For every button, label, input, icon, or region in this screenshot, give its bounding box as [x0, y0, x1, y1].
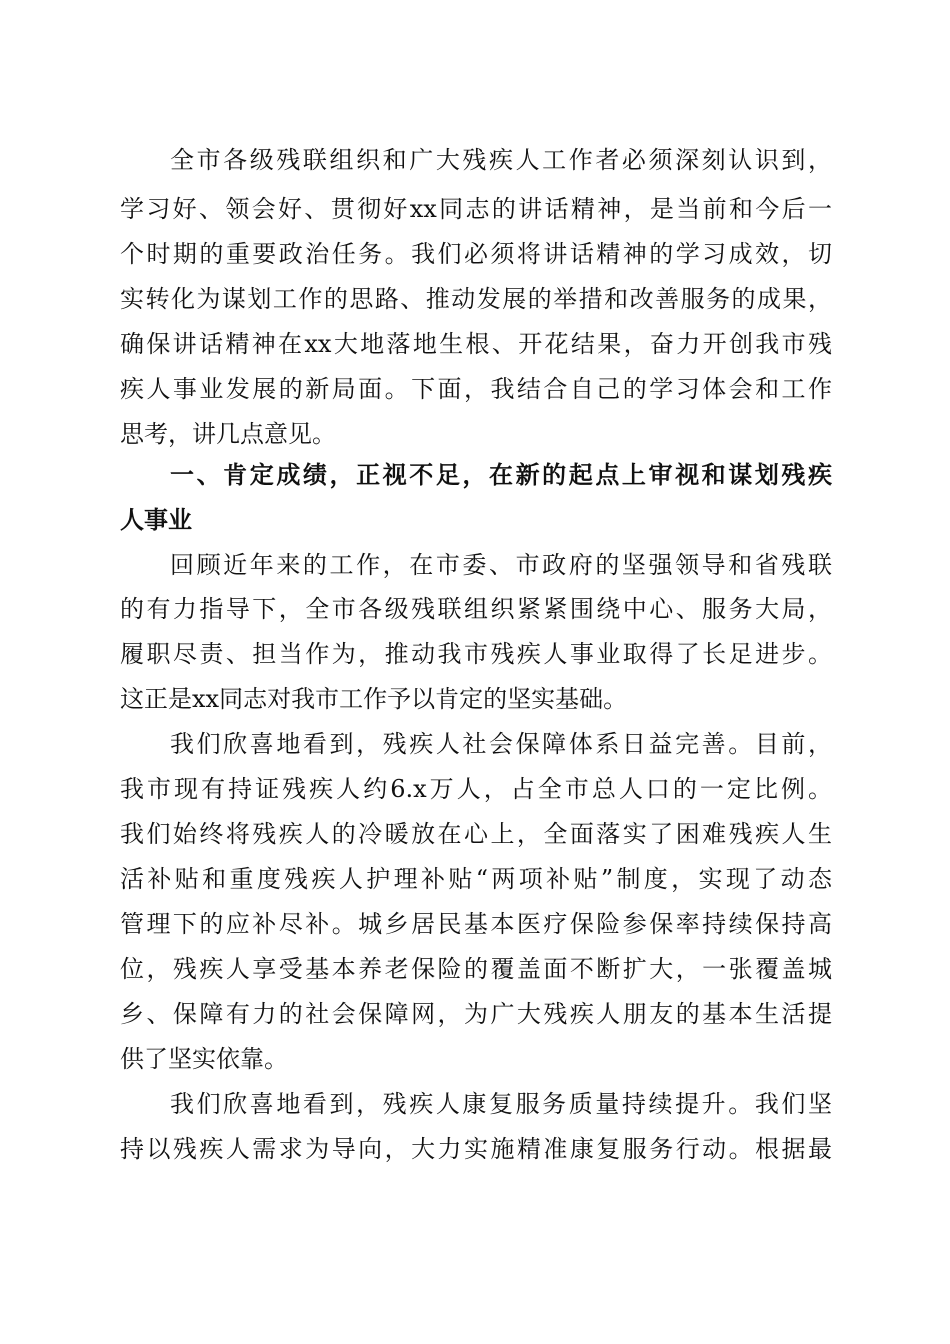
paragraph-line: 个时期的重要政治任务。我们必须将讲话精神的学习成效，切 — [120, 240, 832, 268]
paragraph-line: 我们始终将残疾人的冷暖放在心上，全面落实了困难残疾人生 — [120, 820, 832, 848]
paragraph-line: 确保讲话精神在xx大地落地生根、开花结果，奋力开创我市残 — [120, 330, 832, 358]
paragraph-line: 持以残疾人需求为导向，大力实施精准康复服务行动。根据最 — [120, 1135, 832, 1163]
paragraph-line: 位，残疾人享受基本养老保险的覆盖面不断扩大，一张覆盖城 — [120, 955, 832, 983]
section-heading: 人事业 — [120, 506, 192, 534]
paragraph-line: 我市现有持证残疾人约6.x万人，占全市总人口的一定比例。 — [120, 775, 832, 803]
paragraph-line: 疾人事业发展的新局面。下面，我结合自己的学习体会和工作 — [120, 375, 832, 403]
paragraph-line: 供了坚实依靠。 — [120, 1045, 288, 1073]
paragraph-line: 思考，讲几点意见。 — [120, 420, 336, 448]
paragraph-line: 我们欣喜地看到，残疾人社会保障体系日益完善。目前， — [170, 730, 832, 758]
paragraph-line: 活补贴和重度残疾人护理补贴“两项补贴”制度，实现了动态 — [120, 865, 832, 893]
paragraph-line: 管理下的应补尽补。城乡居民基本医疗保险参保率持续保持高 — [120, 910, 832, 938]
paragraph-line: 实转化为谋划工作的思路、推动发展的举措和改善服务的成果， — [120, 285, 832, 313]
paragraph-line: 全市各级残联组织和广大残疾人工作者必须深刻认识到， — [170, 146, 832, 174]
paragraph-line: 履职尽责、担当作为，推动我市残疾人事业取得了长足进步。 — [120, 640, 832, 668]
section-heading: 一、肯定成绩，正视不足，在新的起点上审视和谋划残疾 — [170, 461, 832, 489]
paragraph-line: 这正是xx同志对我市工作予以肯定的坚实基础。 — [120, 685, 628, 713]
paragraph-line: 我们欣喜地看到，残疾人康复服务质量持续提升。我们坚 — [170, 1090, 832, 1118]
paragraph-line: 回顾近年来的工作，在市委、市政府的坚强领导和省残联 — [170, 551, 832, 579]
paragraph-line: 的有力指导下，全市各级残联组织紧紧围绕中心、服务大局， — [120, 595, 832, 623]
paragraph-line: 学习好、领会好、贯彻好xx同志的讲话精神，是当前和今后一 — [120, 195, 832, 223]
paragraph-line: 乡、保障有力的社会保障网，为广大残疾人朋友的基本生活提 — [120, 1000, 832, 1028]
